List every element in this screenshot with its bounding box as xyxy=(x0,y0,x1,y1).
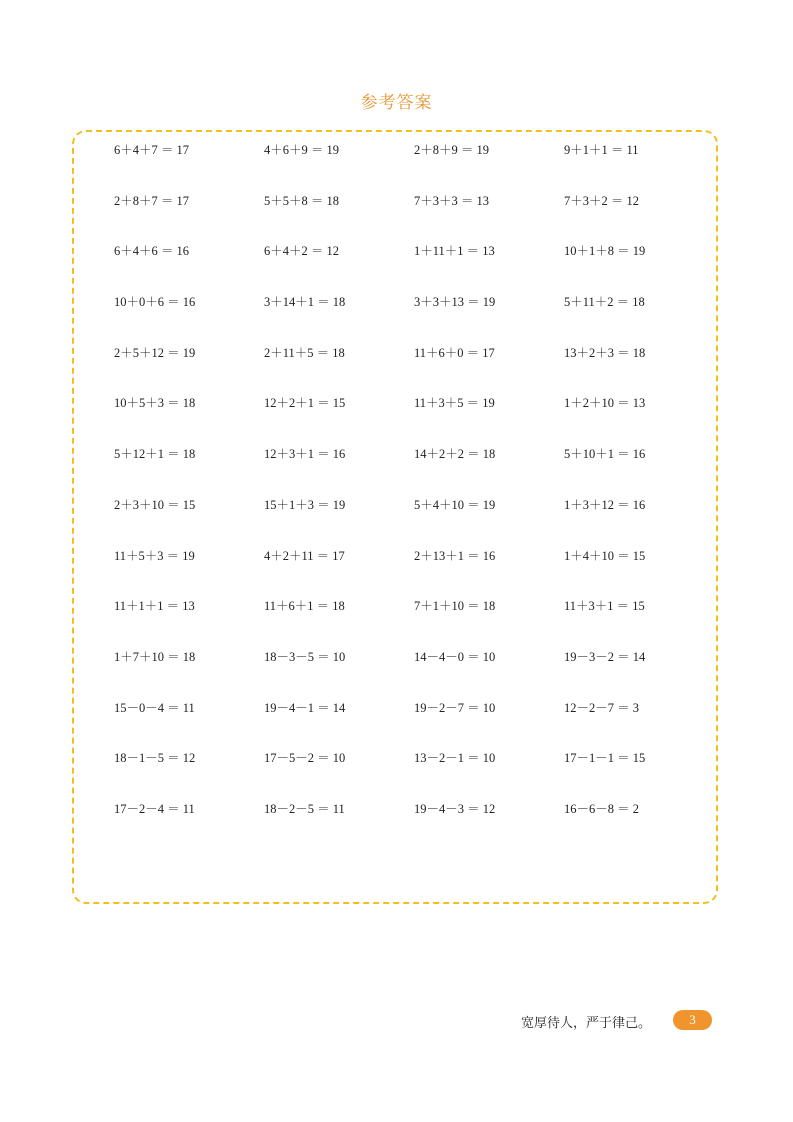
answer-item: 18－1－5 ＝ 12 xyxy=(114,751,196,766)
answer-item: 15－0－4 ＝ 11 xyxy=(114,700,195,715)
answer-item: 14＋2＋2 ＝ 18 xyxy=(414,447,496,462)
answer-item: 11＋3＋5 ＝ 19 xyxy=(414,396,495,411)
answer-item: 6＋4＋7 ＝ 17 xyxy=(114,143,190,157)
answer-item: 12－2－7 ＝ 3 xyxy=(564,700,640,715)
answer-item: 6＋4＋2 ＝ 12 xyxy=(264,244,340,259)
answer-item: 2＋3＋10 ＝ 15 xyxy=(114,497,196,512)
answer-item: 17－5－2 ＝ 10 xyxy=(264,751,346,766)
answer-item: 3＋14＋1 ＝ 18 xyxy=(264,295,346,310)
answer-item: 11＋1＋1 ＝ 13 xyxy=(114,599,195,614)
answer-item: 17－1－1 ＝ 15 xyxy=(564,751,646,766)
answer-item: 11＋3＋1 ＝ 15 xyxy=(564,599,645,614)
answer-item: 13－2－1 ＝ 10 xyxy=(414,751,496,766)
answer-item: 18－2－5 ＝ 11 xyxy=(264,801,345,816)
answer-item: 19－2－7 ＝ 10 xyxy=(414,700,496,715)
page-title: 参考答案 xyxy=(360,93,433,113)
answer-item: 7＋3＋3 ＝ 13 xyxy=(414,193,490,208)
answer-item: 5＋12＋1 ＝ 18 xyxy=(114,447,196,462)
answer-item: 2＋11＋5 ＝ 18 xyxy=(264,345,345,360)
page-number-badge: 3 xyxy=(673,1010,712,1030)
answer-box xyxy=(72,130,718,904)
answer-grid xyxy=(114,142,714,852)
answer-item: 5＋5＋8 ＝ 18 xyxy=(264,193,340,208)
answer-item: 5＋4＋10 ＝ 19 xyxy=(414,497,496,512)
answer-item: 3＋3＋13 ＝ 19 xyxy=(414,295,496,310)
answer-item: 19－4－1 ＝ 14 xyxy=(264,700,346,715)
answer-item: 2＋5＋12 ＝ 19 xyxy=(114,345,196,360)
answer-item: 19－4－3 ＝ 12 xyxy=(414,801,496,816)
answer-item: 17－2－4 ＝ 11 xyxy=(114,801,195,816)
answer-item: 10＋1＋8 ＝ 19 xyxy=(564,244,646,259)
answer-item: 18－3－5 ＝ 10 xyxy=(264,649,346,664)
answer-item: 16－6－8 ＝ 2 xyxy=(564,801,640,816)
answer-item: 10＋0＋6 ＝ 16 xyxy=(114,295,196,310)
answer-item: 12＋2＋1 ＝ 15 xyxy=(264,396,346,411)
answer-item: 14－4－0 ＝ 10 xyxy=(414,649,496,664)
answer-item: 11＋6＋0 ＝ 17 xyxy=(414,345,495,360)
answer-item: 7＋3＋2 ＝ 12 xyxy=(564,193,640,208)
answer-item: 5＋11＋2 ＝ 18 xyxy=(564,295,645,310)
answer-item: 15＋1＋3 ＝ 19 xyxy=(264,497,346,512)
answer-item: 1＋11＋1 ＝ 13 xyxy=(414,244,495,259)
answer-item: 1＋4＋10 ＝ 15 xyxy=(564,548,646,563)
answer-item: 2＋8＋7 ＝ 17 xyxy=(114,193,190,208)
answer-item: 1＋3＋12 ＝ 16 xyxy=(564,497,646,512)
answer-item: 2＋8＋9 ＝ 19 xyxy=(414,143,490,157)
answer-item: 1＋2＋10 ＝ 13 xyxy=(564,396,646,411)
answer-item: 2＋13＋1 ＝ 16 xyxy=(414,548,496,563)
answer-item: 1＋7＋10 ＝ 18 xyxy=(114,649,196,664)
answer-item: 9＋1＋1 ＝ 11 xyxy=(564,143,639,157)
answer-item: 5＋10＋1 ＝ 16 xyxy=(564,447,646,462)
answer-item: 6＋4＋6 ＝ 16 xyxy=(114,244,190,259)
answer-item: 13＋2＋3 ＝ 18 xyxy=(564,345,646,360)
answer-item: 4＋6＋9 ＝ 19 xyxy=(264,143,340,157)
answer-item: 12＋3＋1 ＝ 16 xyxy=(264,447,346,462)
answer-item: 19－3－2 ＝ 14 xyxy=(564,649,646,664)
answer-item: 11＋5＋3 ＝ 19 xyxy=(114,548,195,563)
footer-motto: 宽厚待人，严于律己。 xyxy=(520,1016,651,1031)
answer-item: 7＋1＋10 ＝ 18 xyxy=(414,599,496,614)
answer-item: 4＋2＋11 ＝ 17 xyxy=(264,548,345,563)
answer-item: 11＋6＋1 ＝ 18 xyxy=(264,599,345,614)
answer-item: 10＋5＋3 ＝ 18 xyxy=(114,396,196,411)
